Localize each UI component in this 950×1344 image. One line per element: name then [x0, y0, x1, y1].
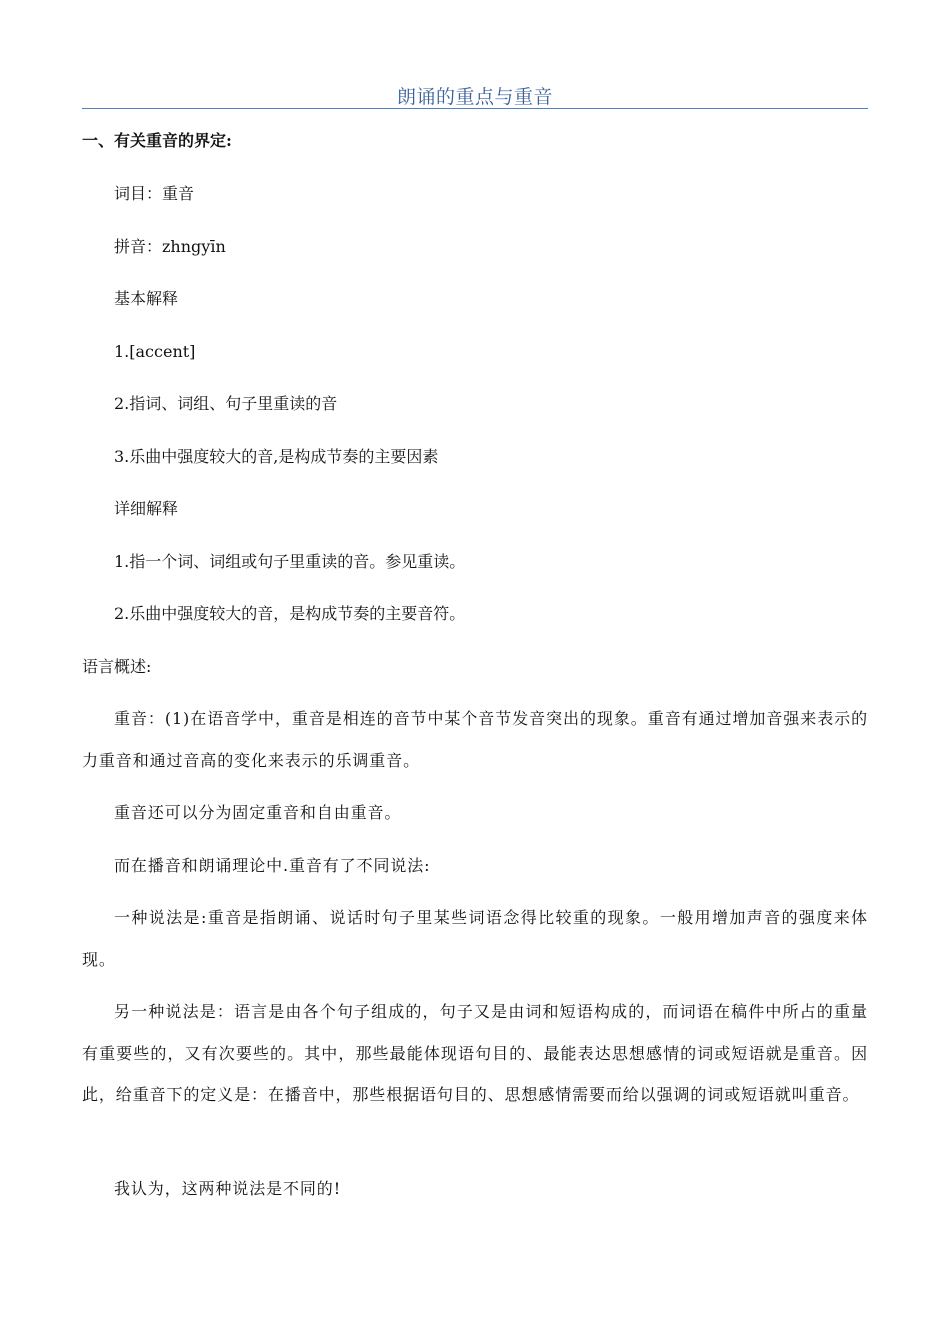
detail-item: 2.乐曲中强度较大的音，是构成节奏的主要音符。	[114, 604, 466, 623]
section-heading: 一、有关重音的界定:	[82, 131, 232, 150]
header-rule	[82, 108, 868, 109]
basic-explanation-label: 基本解释	[114, 289, 179, 308]
body-paragraph: 我认为，这两种说法是不同的!	[114, 1179, 342, 1198]
basic-item: 1.[accent]	[114, 342, 196, 361]
body-paragraph: 重音：(1)在语音学中，重音是相连的音节中某个音节发音突出的现象。重音有通过增加音强来表示的力重音和通过音高的变化来表示的乐调重音。	[82, 709, 868, 770]
body-paragraph: 重音还可以分为固定重音和自由重音。	[114, 803, 402, 822]
body-paragraph: 而在播音和朗诵理论中.重音有了不同说法:	[114, 856, 431, 875]
detail-item: 1.指一个词、词组或句子里重读的音。参见重读。	[114, 552, 466, 571]
body-paragraph: 另一种说法是：语言是由各个句子组成的，句子又是由词和短语构成的，而词语在稿件中所占的重量有重要些的，又有次要些的。其中，那些最能体现语句目的、最能表达思想感情的词或短语就是重音。因此，给重音下的定义是：在播音中，那些根据语句目的、思想感情需要而给以强调的词或短语就叫重音。	[82, 1002, 868, 1104]
overview-label: 语言概述:	[82, 657, 152, 676]
detail-explanation-label: 详细解释	[114, 499, 179, 518]
basic-item: 3.乐曲中强度较大的音,是构成节奏的主要因素	[114, 447, 439, 466]
body-paragraph: 一种说法是:重音是指朗诵、说话时句子里某些词语念得比较重的现象。一般用增加声音的强度来体现。	[82, 908, 868, 969]
entry-term: 词目：重音	[114, 184, 195, 203]
header-title: 朗诵的重点与重音	[396, 86, 553, 108]
basic-item: 2.指词、词组、句子里重读的音	[114, 394, 338, 413]
entry-pinyin: 拼音：zhngyīn	[114, 237, 226, 256]
